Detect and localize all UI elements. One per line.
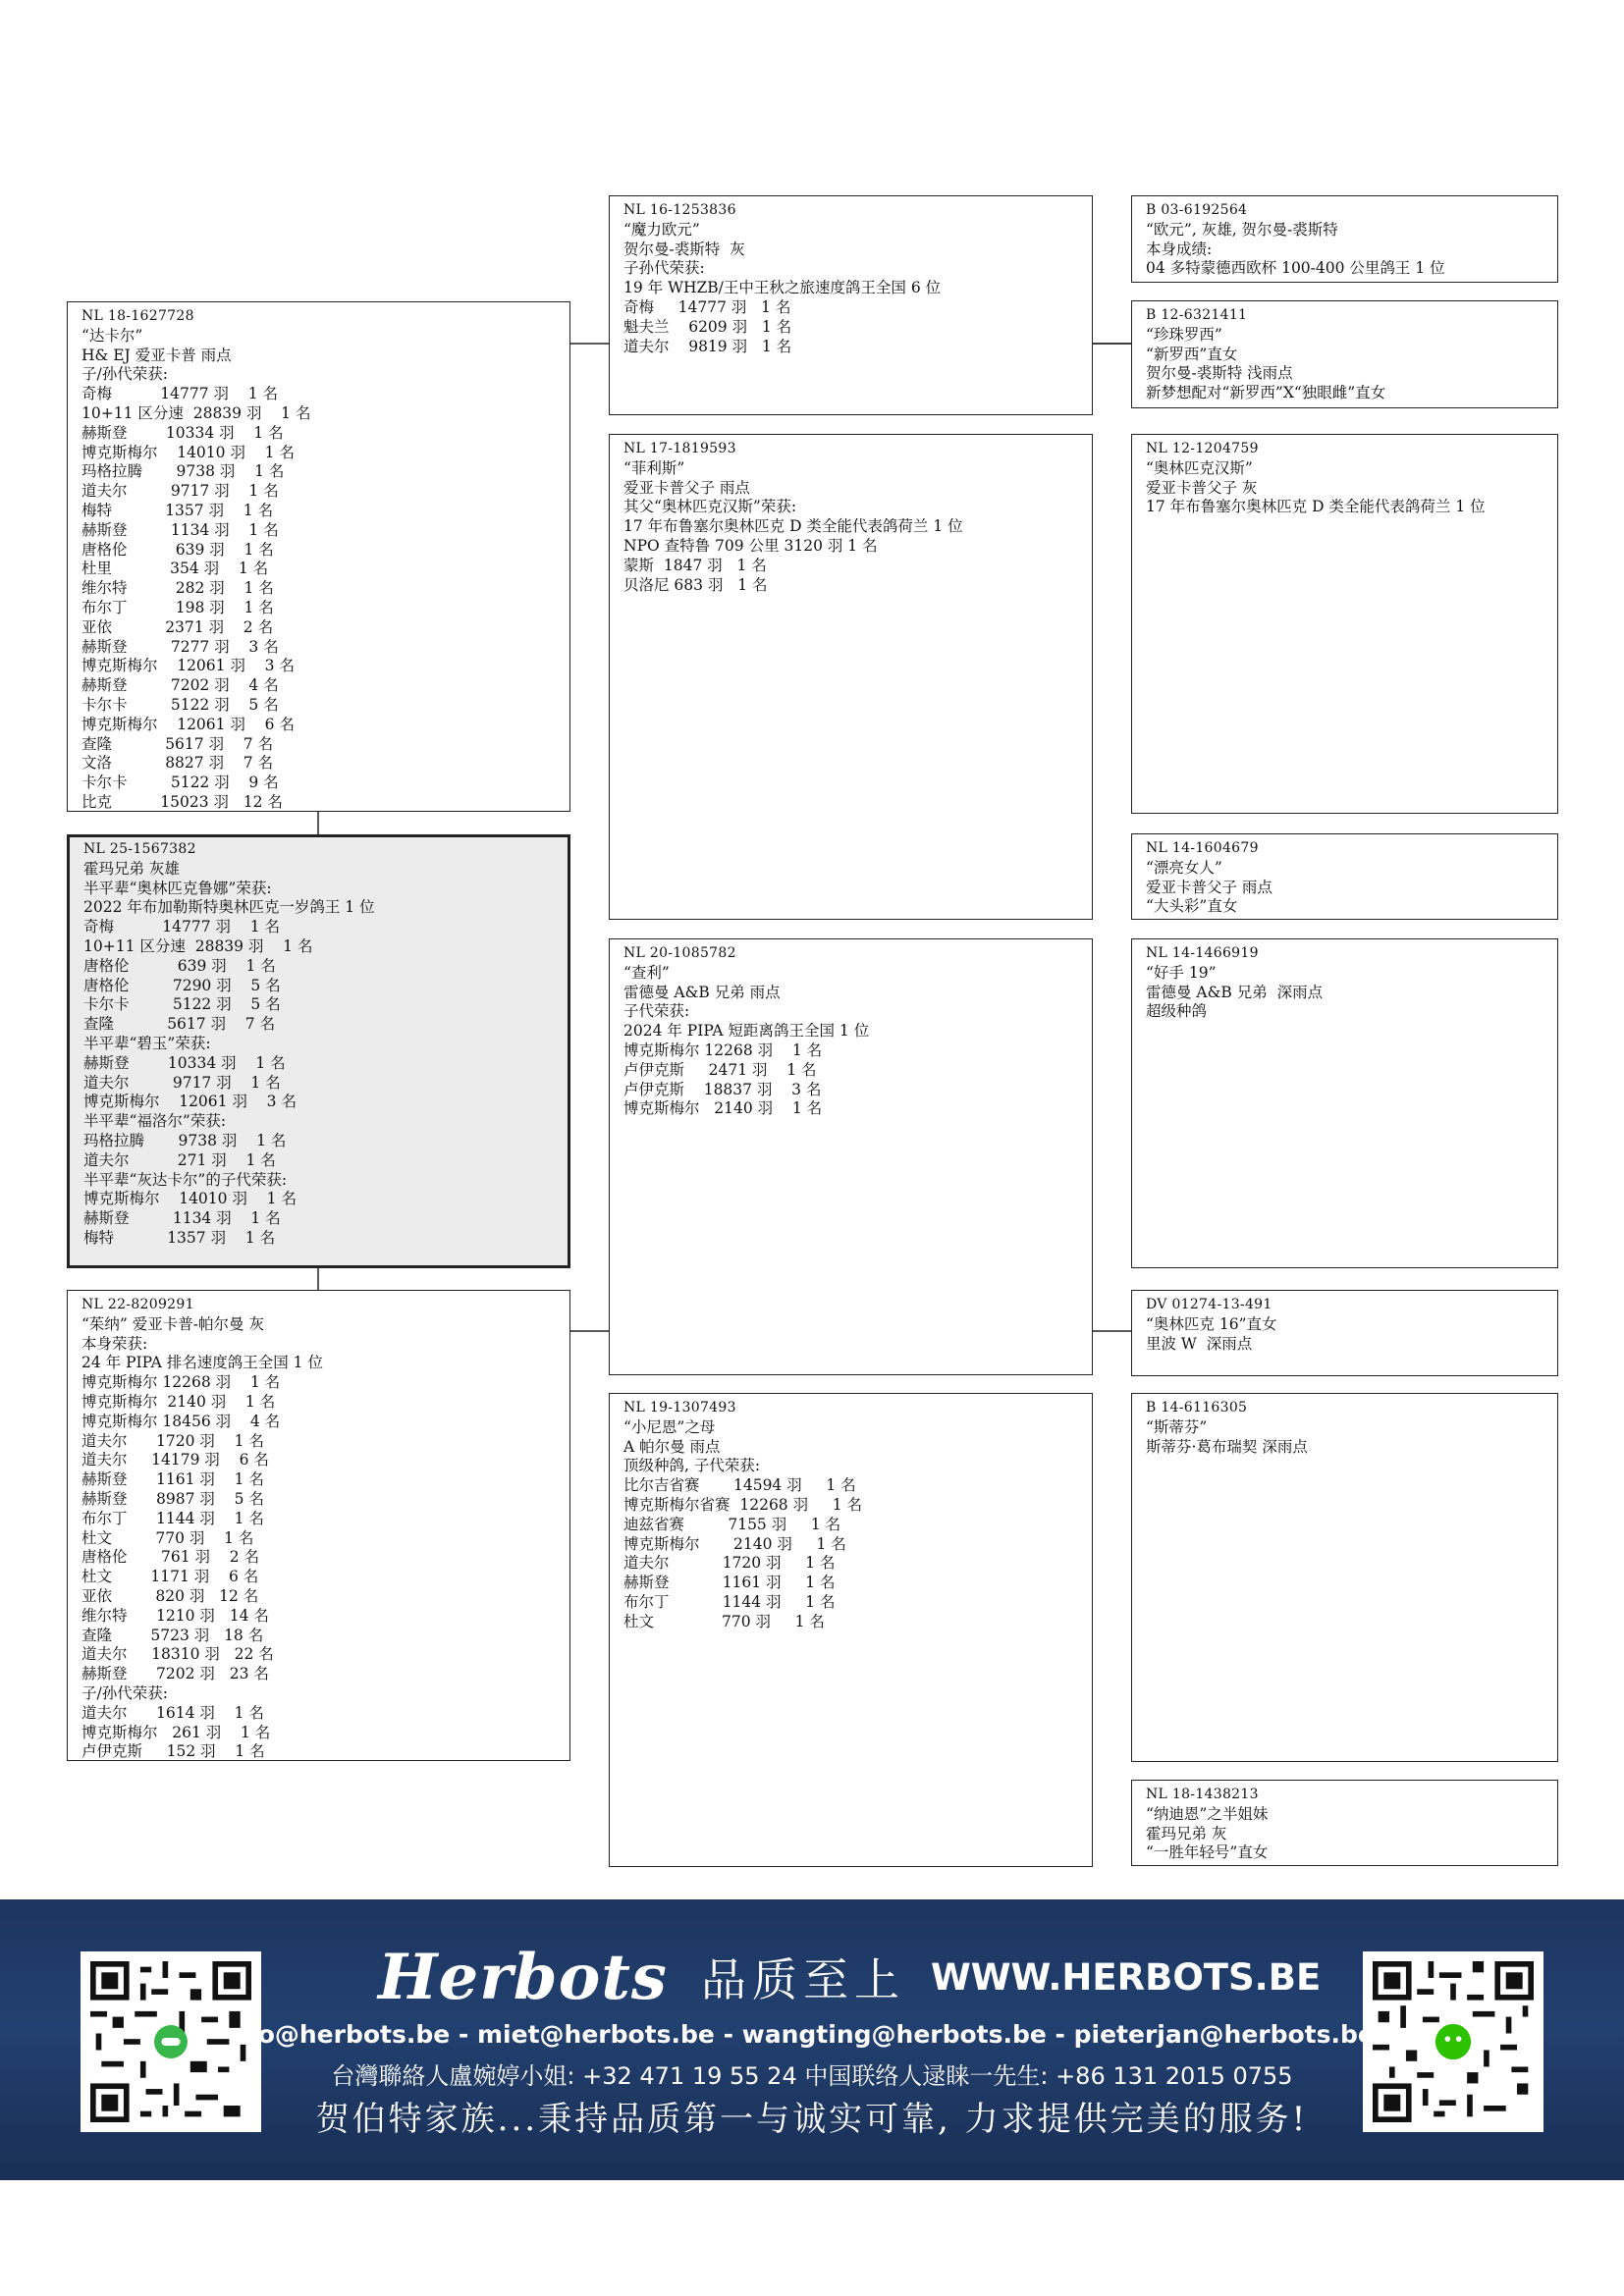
sss-card[interactable] — [1131, 195, 1558, 283]
pedigree-line: “大头彩”直女 — [1146, 897, 1238, 916]
sire-sire-card[interactable] — [609, 195, 1093, 415]
pedigree-line: 魁夫兰 6209 羽 1 名 — [623, 317, 792, 336]
ring-number: B 14-6116305 — [1146, 1400, 1248, 1415]
pedigree-line: 博克斯梅尔 12061 羽 6 名 — [81, 715, 295, 733]
pedigree-line: 贺尔曼-裘斯特 浅雨点 — [1146, 364, 1293, 383]
pedigree-line: 10+11 区分速 28839 羽 1 名 — [83, 936, 313, 955]
pedigree-line: 赫斯登 10334 羽 1 名 — [83, 1053, 286, 1072]
pedigree-line: 赫斯登 7202 羽 23 名 — [81, 1665, 269, 1683]
pedigree-line: 杜里 354 羽 1 名 — [81, 560, 269, 578]
family-motto: 贺伯特家族...秉持品质第一与诚实可靠, 力求提供完美的服务! — [315, 2100, 1309, 2139]
brand-row — [378, 1939, 1321, 2015]
sire-dam-card[interactable] — [609, 434, 1093, 920]
pedigree-line: 博克斯梅尔 12061 羽 3 名 — [81, 657, 295, 675]
pedigree-line: 里波 W 深雨点 — [1146, 1334, 1253, 1353]
pedigree-line: 博克斯梅尔 2140 羽 1 名 — [623, 1099, 823, 1118]
pedigree-line: 斯蒂芬·葛布瑞契 深雨点 — [1146, 1437, 1308, 1456]
pedigree-line: 杜文 770 羽 1 名 — [623, 1612, 825, 1630]
ring-number: NL 20-1085782 — [623, 945, 736, 961]
pedigree-line: “魔力欧元” — [623, 220, 700, 239]
pedigree-line: 赫斯登 1134 羽 1 名 — [81, 520, 279, 539]
pedigree-line: 半平辈“碧玉”荣获: — [83, 1034, 211, 1052]
pedigree-line: 道夫尔 14179 羽 6 名 — [81, 1451, 269, 1469]
dam-sire-card[interactable] — [609, 938, 1093, 1375]
pedigree-line: 半平辈“灰达卡尔”的子代荣获: — [83, 1170, 288, 1189]
pedigree-line: 赫斯登 1134 羽 1 名 — [83, 1209, 281, 1228]
pedigree-line: 蒙斯 1847 羽 1 名 — [623, 556, 767, 574]
pedigree-line: 比克 15023 羽 12 名 — [81, 792, 283, 811]
pedigree-line: 赫斯登 10334 羽 1 名 — [81, 423, 284, 442]
pedigree-line: 道夫尔 1720 羽 1 名 — [623, 1554, 836, 1573]
sire-card[interactable] — [67, 301, 570, 812]
pedigree-line: 本身荣获: — [81, 1334, 148, 1353]
pedigree-line: 卢伊克斯 2471 羽 1 名 — [623, 1060, 817, 1079]
pedigree-line: 博克斯梅尔 261 羽 1 名 — [81, 1723, 271, 1741]
pedigree-line: 爱亚卡普父子 灰 — [1146, 478, 1258, 497]
pedigree-line: 亚依 2371 羽 2 名 — [81, 617, 274, 636]
ring-number: NL 14-1604679 — [1146, 840, 1259, 856]
pedigree-line: 查隆 5723 羽 18 名 — [81, 1626, 264, 1644]
ring-number: B 03-6192564 — [1146, 202, 1248, 218]
ring-number: NL 12-1204759 — [1146, 441, 1259, 456]
pedigree-line: 10+11 区分速 28839 羽 1 名 — [81, 403, 311, 422]
slogan-text: 品质至上 — [700, 1953, 905, 2006]
pedigree-line: “一胜年轻号”直女 — [1146, 1843, 1269, 1862]
sdd-card[interactable] — [1131, 833, 1558, 920]
pedigree-line: 维尔特 1210 羽 14 名 — [81, 1606, 269, 1625]
pedigree-line: 奇梅 14777 羽 1 名 — [83, 918, 281, 936]
pedigree-line: 爱亚卡普父子 雨点 — [623, 478, 750, 497]
pedigree-line: “欧元”, 灰雄, 贺尔曼-裘斯特 — [1146, 220, 1338, 239]
pedigree-line: 唐格伦 761 羽 2 名 — [81, 1548, 259, 1567]
pedigree-line: 半平辈“福洛尔”荣获: — [83, 1112, 227, 1131]
pedigree-line: 唐格伦 639 羽 1 名 — [81, 540, 274, 559]
pedigree-line: 道夫尔 271 羽 1 名 — [83, 1150, 276, 1169]
pedigree-line: 17 年布鲁塞尔奥林匹克 D 类全能代表鸽荷兰 1 位 — [623, 517, 963, 536]
pedigree-line: 梅特 1357 羽 1 名 — [81, 501, 274, 519]
pedigree-line: 雷德曼 A&B 兄弟 深雨点 — [1146, 983, 1324, 1001]
pedigree-line: 霍玛兄弟 灰雄 — [83, 859, 180, 878]
pedigree-line: 维尔特 282 羽 1 名 — [81, 579, 274, 598]
pedigree-line: 霍玛兄弟 灰 — [1146, 1824, 1227, 1842]
ring-number: NL 18-1438213 — [1146, 1787, 1259, 1802]
pedigree-line: “达卡尔” — [81, 326, 143, 345]
pedigree-line: 04 多特蒙德西欧杯 100-400 公里鸽王 1 位 — [1146, 259, 1445, 278]
pedigree-line: 道夫尔 18310 羽 22 名 — [81, 1645, 274, 1664]
pedigree-line: 博克斯梅尔 14010 羽 1 名 — [81, 443, 295, 461]
pedigree-line: 博克斯梅尔省赛 12268 羽 1 名 — [623, 1495, 863, 1514]
pedigree-line: 查隆 5617 羽 7 名 — [83, 1015, 276, 1034]
herbots-logo[interactable]: Herbots — [378, 1940, 668, 2014]
pedigree-line: 赫斯登 1161 羽 1 名 — [81, 1470, 264, 1489]
pedigree-line: 17 年布鲁塞尔奥林匹克 D 类全能代表鸽荷兰 1 位 — [1146, 498, 1486, 516]
pedigree-line: 顶级种鸽, 子代荣获: — [623, 1457, 761, 1475]
pedigree-line: “斯蒂芬” — [1146, 1417, 1208, 1436]
pedigree-line: 半平辈“奥林匹克鲁娜”荣获: — [83, 879, 272, 897]
pedigree-line: 雷德曼 A&B 兄弟 雨点 — [623, 983, 781, 1001]
ring-number: NL 22-8209291 — [81, 1297, 194, 1312]
ssd-card[interactable] — [1131, 300, 1558, 408]
pedigree-line: 查隆 5617 羽 7 名 — [81, 734, 274, 753]
pedigree-line: 布尔丁 1144 羽 1 名 — [81, 1509, 264, 1527]
ring-number: NL 25-1567382 — [83, 841, 196, 857]
pedigree-line: 卢伊克斯 18837 羽 3 名 — [623, 1080, 822, 1098]
dam-dam-card[interactable] — [609, 1393, 1093, 1867]
pedigree-line: 唐格伦 639 羽 1 名 — [83, 956, 276, 975]
pedigree-line: 博克斯梅尔 14010 羽 1 名 — [83, 1190, 297, 1208]
pedigree-line: 超级种鸽 — [1146, 1002, 1208, 1021]
pedigree-line: 贺尔曼-裘斯特 灰 — [623, 240, 745, 258]
pedigree-line: 布尔丁 1144 羽 1 名 — [623, 1592, 836, 1611]
contact-phones: 台灣聯絡人盧婉婷小姐: +32 471 19 55 24 中国联络人逯睐一先生: +86 131 2015 0755 — [331, 2062, 1293, 2090]
ring-number: B 12-6321411 — [1146, 307, 1248, 323]
pedigree-line: 布尔丁 198 羽 1 名 — [81, 598, 274, 616]
pedigree-line: 梅特 1357 羽 1 名 — [83, 1228, 276, 1247]
pedigree-line: 奇梅 14777 羽 1 名 — [81, 385, 279, 403]
pedigree-line: 赫斯登 8987 羽 5 名 — [81, 1489, 264, 1508]
pedigree-line: 玛格拉腾 9738 羽 1 名 — [83, 1131, 287, 1149]
pedigree-line: “奥林匹克 16”直女 — [1146, 1314, 1277, 1333]
pedigree-line: A 帕尔曼 雨点 — [623, 1437, 721, 1456]
dsd-card[interactable] — [1131, 1290, 1558, 1376]
pedigree-line: NPO 查特鲁 709 公里 3120 羽 1 名 — [623, 536, 878, 555]
pedigree-line: 博克斯梅尔 2140 羽 1 名 — [623, 1534, 846, 1553]
pedigree-line: 道夫尔 9819 羽 1 名 — [623, 337, 792, 355]
pedigree-line: 博克斯梅尔 12268 羽 1 名 — [623, 1041, 823, 1059]
ring-number: DV 01274-13-491 — [1146, 1297, 1272, 1312]
subject-card[interactable] — [67, 834, 570, 1268]
ddd-card[interactable] — [1131, 1780, 1558, 1866]
email-addresses[interactable]: jo@herbots.be - miet@herbots.be - wangting@herbots.be - pieterjan@herbots.be — [249, 2020, 1375, 2049]
pedigree-line: 道夫尔 9717 羽 1 名 — [83, 1073, 281, 1092]
pedigree-line: 赫斯登 1161 羽 1 名 — [623, 1574, 836, 1592]
pedigree-line: 赫斯登 7277 羽 3 名 — [81, 637, 279, 656]
pedigree-line: 迪兹省赛 7155 羽 1 名 — [623, 1515, 841, 1533]
pedigree-line: 道夫尔 9717 羽 1 名 — [81, 482, 279, 501]
pedigree-line: 子孙代荣获: — [623, 259, 705, 278]
pedigree-line: “珍珠罗西” — [1146, 325, 1222, 344]
pedigree-line: 卢伊克斯 152 羽 1 名 — [81, 1742, 265, 1761]
pedigree-line: 爱亚卡普父子 雨点 — [1146, 878, 1272, 896]
pedigree-line: 博克斯梅尔 12061 羽 3 名 — [83, 1093, 297, 1111]
pedigree-line: 19 年 WHZB/王中王秋之旅速度鸽王全国 6 位 — [623, 279, 942, 297]
pedigree-line: 本身成绩: — [1146, 240, 1213, 258]
pedigree-line: 博克斯梅尔 18456 羽 4 名 — [81, 1412, 281, 1430]
dss-card[interactable] — [1131, 938, 1558, 1268]
ring-number: NL 18-1627728 — [81, 308, 194, 324]
pedigree-line: 24 年 PIPA 排名速度鸽王全国 1 位 — [81, 1354, 323, 1372]
dds-card[interactable] — [1131, 1393, 1558, 1762]
pedigree-line: “茱纳” 爱亚卡普-帕尔曼 灰 — [81, 1314, 264, 1333]
pedigree-line: “查利” — [623, 963, 670, 982]
pedigree-line: “菲利斯” — [623, 458, 685, 477]
pedigree-line: 奇梅 14777 羽 1 名 — [623, 297, 791, 316]
pedigree-line: 比尔吉省赛 14594 羽 1 名 — [623, 1476, 856, 1495]
pedigree-line: “奥林匹克汉斯” — [1146, 458, 1253, 477]
pedigree-line: 博克斯梅尔 12268 羽 1 名 — [81, 1373, 281, 1392]
dam-card[interactable] — [67, 1290, 570, 1761]
pedigree-line: 贝洛尼 683 羽 1 名 — [623, 575, 768, 594]
pedigree-line: 道夫尔 1720 羽 1 名 — [81, 1431, 264, 1450]
pedigree-line: 赫斯登 7202 羽 4 名 — [81, 676, 279, 695]
pedigree-line: “小尼恩”之母 — [623, 1417, 716, 1436]
pedigree-line: 亚依 820 羽 12 名 — [81, 1586, 259, 1605]
pedigree-line: 卡尔卡 5122 羽 9 名 — [81, 774, 279, 792]
pedigree-line: 其父“奥林匹克汉斯”荣获: — [623, 498, 797, 516]
pedigree-line: 杜文 770 羽 1 名 — [81, 1528, 254, 1547]
pedigree-line: “好手 19” — [1146, 963, 1217, 982]
ring-number: NL 19-1307493 — [623, 1400, 736, 1415]
pedigree-line: 玛格拉腾 9738 羽 1 名 — [81, 462, 285, 481]
pedigree-line: 新梦想配对“新罗西”X“独眼雌”直女 — [1146, 384, 1386, 402]
sds-card[interactable] — [1131, 434, 1558, 814]
pedigree-line: 子代荣获: — [623, 1002, 690, 1021]
pedigree-line: “新罗西”直女 — [1146, 345, 1238, 363]
pedigree-line: 卡尔卡 5122 羽 5 名 — [83, 995, 281, 1014]
ring-number: NL 17-1819593 — [623, 441, 736, 456]
pedigree-line: 博克斯梅尔 2140 羽 1 名 — [81, 1392, 276, 1411]
pedigree-line: “纳迪恩”之半姐妹 — [1146, 1804, 1269, 1823]
pedigree-line: 文洛 8827 羽 7 名 — [81, 754, 274, 773]
pedigree-line: 子/孙代荣获: — [81, 1683, 168, 1702]
pedigree-line: 杜文 1171 羽 6 名 — [81, 1568, 259, 1586]
pedigree-line: 道夫尔 1614 羽 1 名 — [81, 1703, 264, 1722]
pedigree-line: 卡尔卡 5122 羽 5 名 — [81, 695, 279, 714]
ring-number: NL 14-1466919 — [1146, 945, 1259, 961]
pedigree-line: H& EJ 爱亚卡普 雨点 — [81, 346, 232, 364]
pedigree-line: 唐格伦 7290 羽 5 名 — [83, 976, 281, 994]
website-link[interactable]: WWW.HERBOTS.BE — [930, 1955, 1322, 1999]
footer-banner — [0, 1899, 1624, 2180]
pedigree-line: 子/孙代荣获: — [81, 365, 168, 384]
ring-number: NL 16-1253836 — [623, 202, 736, 218]
pedigree-line: “漂亮女人” — [1146, 858, 1222, 877]
pedigree-line: 2024 年 PIPA 短距离鸽王全国 1 位 — [623, 1022, 870, 1041]
pedigree-line: 2022 年布加勒斯特奥林匹克一岁鸽王 1 位 — [83, 898, 375, 917]
